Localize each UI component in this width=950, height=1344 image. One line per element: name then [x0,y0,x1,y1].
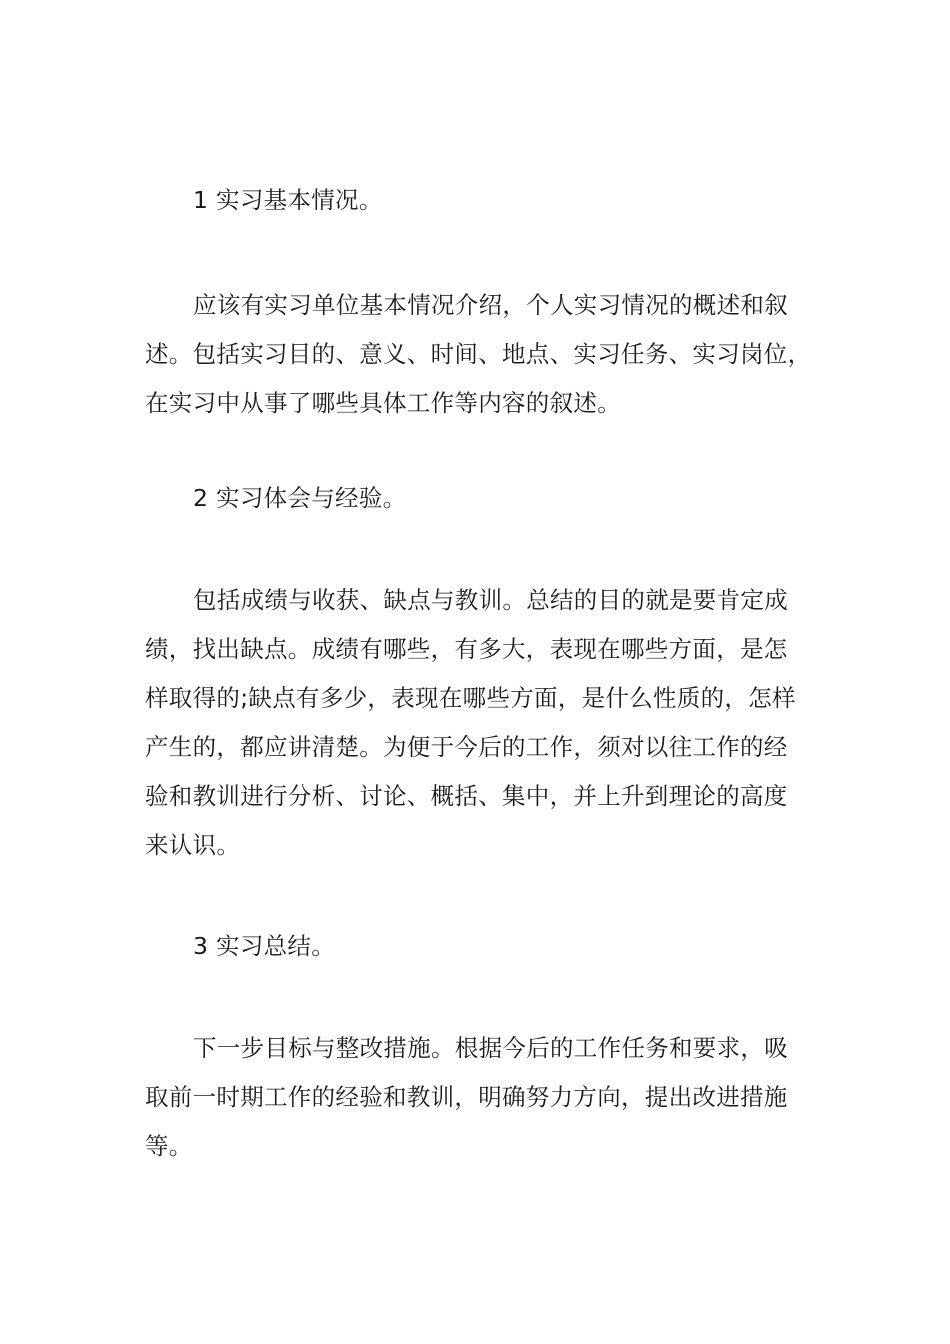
paragraph-line: 取前一时期工作的经验和教训，明确努力方向，提出改进措施 [145,1083,788,1111]
paragraph-line: 应该有实习单位基本情况介绍，个人实习情况的概述和叙 [193,291,788,319]
paragraph-line: 产生的，都应讲清楚。为便于今后的工作，须对以往工作的经 [145,733,788,761]
paragraph-line: 在实习中从事了哪些具体工作等内容的叙述。 [145,389,621,417]
paragraph-line: 等。 [145,1132,193,1160]
section-3-heading [145,922,863,971]
heading-text: 1 实习基本情况。 [193,186,383,214]
section-2-paragraph [145,576,815,870]
heading-text: 2 实习体会与经验。 [193,484,407,512]
section-2-heading [145,474,863,523]
section-3-paragraph [145,1024,815,1171]
paragraph-line: 样取得的;缺点有多少，表现在哪些方面，是什么性质的，怎样 [145,684,796,712]
paragraph-line: 述。包括实习目的、意义、时间、地点、实习任务、实习岗位， [145,340,812,368]
section-1-heading [145,176,863,225]
paragraph-line: 下一步目标与整改措施。根据今后的工作任务和要求，吸 [193,1034,788,1062]
paragraph-line: 绩，找出缺点。成绩有哪些，有多大，表现在哪些方面，是怎 [145,635,788,663]
heading-text: 3 实习总结。 [193,932,336,960]
paragraph-line: 包括成绩与收获、缺点与教训。总结的目的就是要肯定成 [193,586,788,614]
section-1-paragraph [145,281,815,428]
paragraph-line: 来认识。 [145,831,241,859]
paragraph-line: 验和教训进行分析、讨论、概括、集中，并上升到理论的高度 [145,782,788,810]
